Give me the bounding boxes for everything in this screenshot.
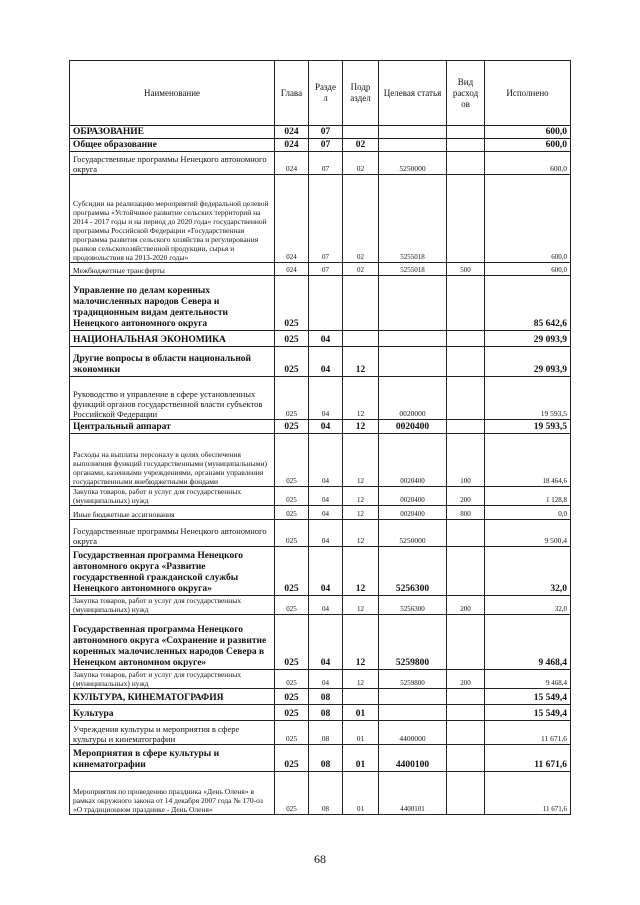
row-podrazdel: 12 xyxy=(343,347,379,377)
table-row xyxy=(70,347,571,377)
row-name: КУЛЬТУРА, КИНЕМАТОГРАФИЯ xyxy=(70,689,275,705)
row-razdel: 07 xyxy=(309,126,343,139)
row-vid xyxy=(447,331,485,347)
row-razdel: 04 xyxy=(309,596,343,615)
row-podrazdel: 01 xyxy=(343,745,379,772)
row-glava: 025 xyxy=(275,377,309,420)
table-row xyxy=(70,126,571,139)
row-name: Закупка товаров, работ и услуг для государственных (муниципальных) нужд xyxy=(70,670,275,689)
header-statya: Целевая статья xyxy=(379,61,447,126)
row-name: Мероприятия по проведению праздника «День Оленя» в рамках окружного закона от 14 декабря 2007 года № 170-оз «О традиционном празднике - День Оленя» xyxy=(70,772,275,815)
row-name: Закупка товаров, работ и услуг для государственных (муниципальных) нужд xyxy=(70,487,275,506)
row-podrazdel: 12 xyxy=(343,377,379,420)
row-sum: 1 128,8 xyxy=(485,487,571,506)
row-sum: 19 593,5 xyxy=(485,377,571,420)
table-row xyxy=(70,175,571,263)
row-podrazdel: 12 xyxy=(343,434,379,487)
row-podrazdel xyxy=(343,689,379,705)
row-razdel: 08 xyxy=(309,705,343,721)
row-name: Учреждения культуры и мероприятия в сфере культуры и кинематографии xyxy=(70,721,275,745)
table-row xyxy=(70,705,571,721)
row-glava: 024 xyxy=(275,175,309,263)
row-sum: 19 593,5 xyxy=(485,420,571,434)
row-name: Государственная программа Ненецкого автономного округа «Развитие государственной гражданской службы Ненецкого автономного округа» xyxy=(70,547,275,596)
row-razdel: 04 xyxy=(309,434,343,487)
row-podrazdel: 12 xyxy=(343,670,379,689)
table-row xyxy=(70,139,571,152)
row-vid xyxy=(447,420,485,434)
row-name: Межбюджетные трансферты xyxy=(70,263,275,276)
row-sum: 600,0 xyxy=(485,152,571,175)
row-vid xyxy=(447,377,485,420)
row-podrazdel: 02 xyxy=(343,139,379,152)
row-glava: 025 xyxy=(275,721,309,745)
row-vid: 800 xyxy=(447,506,485,520)
row-vid xyxy=(447,152,485,175)
row-sum: 9 468,4 xyxy=(485,670,571,689)
table-row xyxy=(70,547,571,596)
row-podrazdel xyxy=(343,126,379,139)
row-sum: 11 671,6 xyxy=(485,721,571,745)
row-glava: 025 xyxy=(275,506,309,520)
row-name: Общее образование xyxy=(70,139,275,152)
table-row xyxy=(70,276,571,331)
row-razdel: 04 xyxy=(309,506,343,520)
row-statya: 5250000 xyxy=(379,520,447,547)
table-row xyxy=(70,377,571,420)
row-sum: 32,0 xyxy=(485,547,571,596)
row-name: Государственная программа Ненецкого автономного округа «Сохранение и развитие коренных малочисленных народов Севера в Ненецком автономном округе» xyxy=(70,615,275,670)
row-sum: 29 093,9 xyxy=(485,347,571,377)
row-statya: 4400101 xyxy=(379,772,447,815)
row-sum: 32,0 xyxy=(485,596,571,615)
row-razdel: 07 xyxy=(309,152,343,175)
table-row xyxy=(70,721,571,745)
row-razdel: 04 xyxy=(309,347,343,377)
row-glava: 025 xyxy=(275,689,309,705)
row-vid xyxy=(447,705,485,721)
header-name: Наименование xyxy=(70,61,275,126)
row-podrazdel: 01 xyxy=(343,721,379,745)
row-statya: 0020400 xyxy=(379,420,447,434)
row-vid xyxy=(447,175,485,263)
row-razdel: 04 xyxy=(309,520,343,547)
row-statya: 5255018 xyxy=(379,175,447,263)
row-podrazdel: 02 xyxy=(343,263,379,276)
row-name: Руководство и управление в сфере установленных функций органов государственной власти субъектов Российской Федерации xyxy=(70,377,275,420)
header-podrazdel: Подр аздел xyxy=(343,61,379,126)
row-name: Закупка товаров, работ и услуг для государственных (муниципальных) нужд xyxy=(70,596,275,615)
row-vid xyxy=(447,721,485,745)
row-glava: 025 xyxy=(275,434,309,487)
row-vid: 500 xyxy=(447,263,485,276)
table-row xyxy=(70,506,571,520)
row-statya: 0020000 xyxy=(379,377,447,420)
row-glava: 025 xyxy=(275,331,309,347)
row-podrazdel: 12 xyxy=(343,420,379,434)
row-statya: 4400100 xyxy=(379,745,447,772)
table-row xyxy=(70,152,571,175)
row-vid xyxy=(447,745,485,772)
row-podrazdel: 12 xyxy=(343,547,379,596)
table-row xyxy=(70,670,571,689)
row-sum: 600,0 xyxy=(485,126,571,139)
row-name: Государственные программы Ненецкого автономного округа xyxy=(70,152,275,175)
row-vid: 200 xyxy=(447,670,485,689)
row-name: Субсидии на реализацию мероприятий федеральной целевой программы «Устойчивое развитие сельских территорий на 2014 - 2017 годы и на период до 2020 года» государственной программы Российской Федерации «Государственная программа развития сельского хозяйства и регулирования рынков сельскохозяйственной продукции, сырья и продовольствия на 2013-2020 годы» xyxy=(70,175,275,263)
row-podrazdel: 01 xyxy=(343,772,379,815)
row-glava: 025 xyxy=(275,547,309,596)
row-statya: 4400000 xyxy=(379,721,447,745)
row-vid xyxy=(447,276,485,331)
row-vid xyxy=(447,689,485,705)
table-row xyxy=(70,772,571,815)
table-row xyxy=(70,689,571,705)
row-statya xyxy=(379,331,447,347)
header-row xyxy=(70,61,571,126)
row-razdel: 07 xyxy=(309,175,343,263)
header-glava: Глава xyxy=(275,61,309,126)
row-podrazdel xyxy=(343,276,379,331)
table-row xyxy=(70,615,571,670)
row-statya: 5255018 xyxy=(379,263,447,276)
row-vid xyxy=(447,139,485,152)
row-razdel: 08 xyxy=(309,745,343,772)
table-row xyxy=(70,420,571,434)
row-glava: 025 xyxy=(275,615,309,670)
row-razdel: 08 xyxy=(309,689,343,705)
row-podrazdel: 12 xyxy=(343,615,379,670)
row-sum: 600,0 xyxy=(485,263,571,276)
row-razdel: 04 xyxy=(309,547,343,596)
row-vid xyxy=(447,347,485,377)
table-row xyxy=(70,745,571,772)
row-sum: 600,0 xyxy=(485,175,571,263)
row-razdel: 04 xyxy=(309,420,343,434)
row-razdel: 04 xyxy=(309,331,343,347)
row-name: Другие вопросы в области национальной экономики xyxy=(70,347,275,377)
row-name: Государственные программы Ненецкого автономного округа xyxy=(70,520,275,547)
row-razdel: 08 xyxy=(309,772,343,815)
row-statya: 5256300 xyxy=(379,596,447,615)
row-statya: 5250000 xyxy=(379,152,447,175)
page-number: 68 xyxy=(314,852,326,866)
row-glava: 025 xyxy=(275,420,309,434)
row-statya: 5259800 xyxy=(379,670,447,689)
table-row xyxy=(70,263,571,276)
row-podrazdel: 02 xyxy=(343,175,379,263)
table-row xyxy=(70,596,571,615)
row-glava: 024 xyxy=(275,126,309,139)
row-statya xyxy=(379,139,447,152)
row-podrazdel: 12 xyxy=(343,596,379,615)
header-ispolneno: Исполнено xyxy=(485,61,571,126)
row-statya: 0020400 xyxy=(379,506,447,520)
row-vid xyxy=(447,520,485,547)
row-statya xyxy=(379,705,447,721)
row-glava: 025 xyxy=(275,705,309,721)
row-glava: 025 xyxy=(275,670,309,689)
row-podrazdel: 12 xyxy=(343,520,379,547)
row-sum: 9 500,4 xyxy=(485,520,571,547)
row-statya xyxy=(379,276,447,331)
row-name: Мероприятия в сфере культуры и кинематографии xyxy=(70,745,275,772)
row-podrazdel: 12 xyxy=(343,487,379,506)
row-sum: 9 468,4 xyxy=(485,615,571,670)
row-sum: 85 642,6 xyxy=(485,276,571,331)
row-sum: 600,0 xyxy=(485,139,571,152)
row-vid xyxy=(447,126,485,139)
row-vid: 100 xyxy=(447,434,485,487)
row-sum: 29 093,9 xyxy=(485,331,571,347)
header-vid: Вид расход ов xyxy=(447,61,485,126)
row-vid xyxy=(447,772,485,815)
row-sum: 15 549,4 xyxy=(485,689,571,705)
row-glava: 025 xyxy=(275,520,309,547)
row-name: Культура xyxy=(70,705,275,721)
row-statya: 0020400 xyxy=(379,487,447,506)
row-name: ОБРАЗОВАНИЕ xyxy=(70,126,275,139)
row-statya xyxy=(379,347,447,377)
budget-table xyxy=(69,60,571,815)
row-vid: 200 xyxy=(447,487,485,506)
row-vid xyxy=(447,547,485,596)
row-sum: 11 671,6 xyxy=(485,772,571,815)
row-glava: 025 xyxy=(275,487,309,506)
row-glava: 025 xyxy=(275,596,309,615)
row-razdel: 07 xyxy=(309,139,343,152)
table-row xyxy=(70,487,571,506)
row-razdel: 07 xyxy=(309,263,343,276)
table-row xyxy=(70,520,571,547)
row-name: Центральный аппарат xyxy=(70,420,275,434)
row-statya: 0020400 xyxy=(379,434,447,487)
row-podrazdel: 12 xyxy=(343,506,379,520)
row-sum: 15 549,4 xyxy=(485,705,571,721)
row-vid xyxy=(447,615,485,670)
row-name: НАЦИОНАЛЬНАЯ ЭКОНОМИКА xyxy=(70,331,275,347)
row-statya: 5256300 xyxy=(379,547,447,596)
row-glava: 024 xyxy=(275,152,309,175)
row-razdel: 04 xyxy=(309,615,343,670)
row-statya xyxy=(379,689,447,705)
row-vid: 200 xyxy=(447,596,485,615)
table-row xyxy=(70,434,571,487)
row-name: Управление по делам коренных малочисленных народов Севера и традиционным видам деятельности Ненецкого автономного округа xyxy=(70,276,275,331)
row-podrazdel xyxy=(343,331,379,347)
row-razdel xyxy=(309,276,343,331)
row-glava: 024 xyxy=(275,139,309,152)
row-glava: 024 xyxy=(275,263,309,276)
row-razdel: 04 xyxy=(309,487,343,506)
row-glava: 025 xyxy=(275,276,309,331)
row-glava: 025 xyxy=(275,772,309,815)
row-sum: 0,0 xyxy=(485,506,571,520)
row-name: Расходы на выплаты персоналу в целях обеспечения выполнения функций государственными (муниципальными) органами, казенными учреждениями, органами управления государственными внебюджетными фондами xyxy=(70,434,275,487)
table-row xyxy=(70,331,571,347)
header-razdel: Разде л xyxy=(309,61,343,126)
row-podrazdel: 02 xyxy=(343,152,379,175)
row-razdel: 08 xyxy=(309,721,343,745)
row-sum: 18 464,6 xyxy=(485,434,571,487)
row-sum: 11 671,6 xyxy=(485,745,571,772)
row-razdel: 04 xyxy=(309,377,343,420)
row-razdel: 04 xyxy=(309,670,343,689)
row-name: Иные бюджетные ассигнования xyxy=(70,506,275,520)
row-glava: 025 xyxy=(275,745,309,772)
row-podrazdel: 01 xyxy=(343,705,379,721)
row-statya xyxy=(379,126,447,139)
row-glava: 025 xyxy=(275,347,309,377)
row-statya: 5259800 xyxy=(379,615,447,670)
